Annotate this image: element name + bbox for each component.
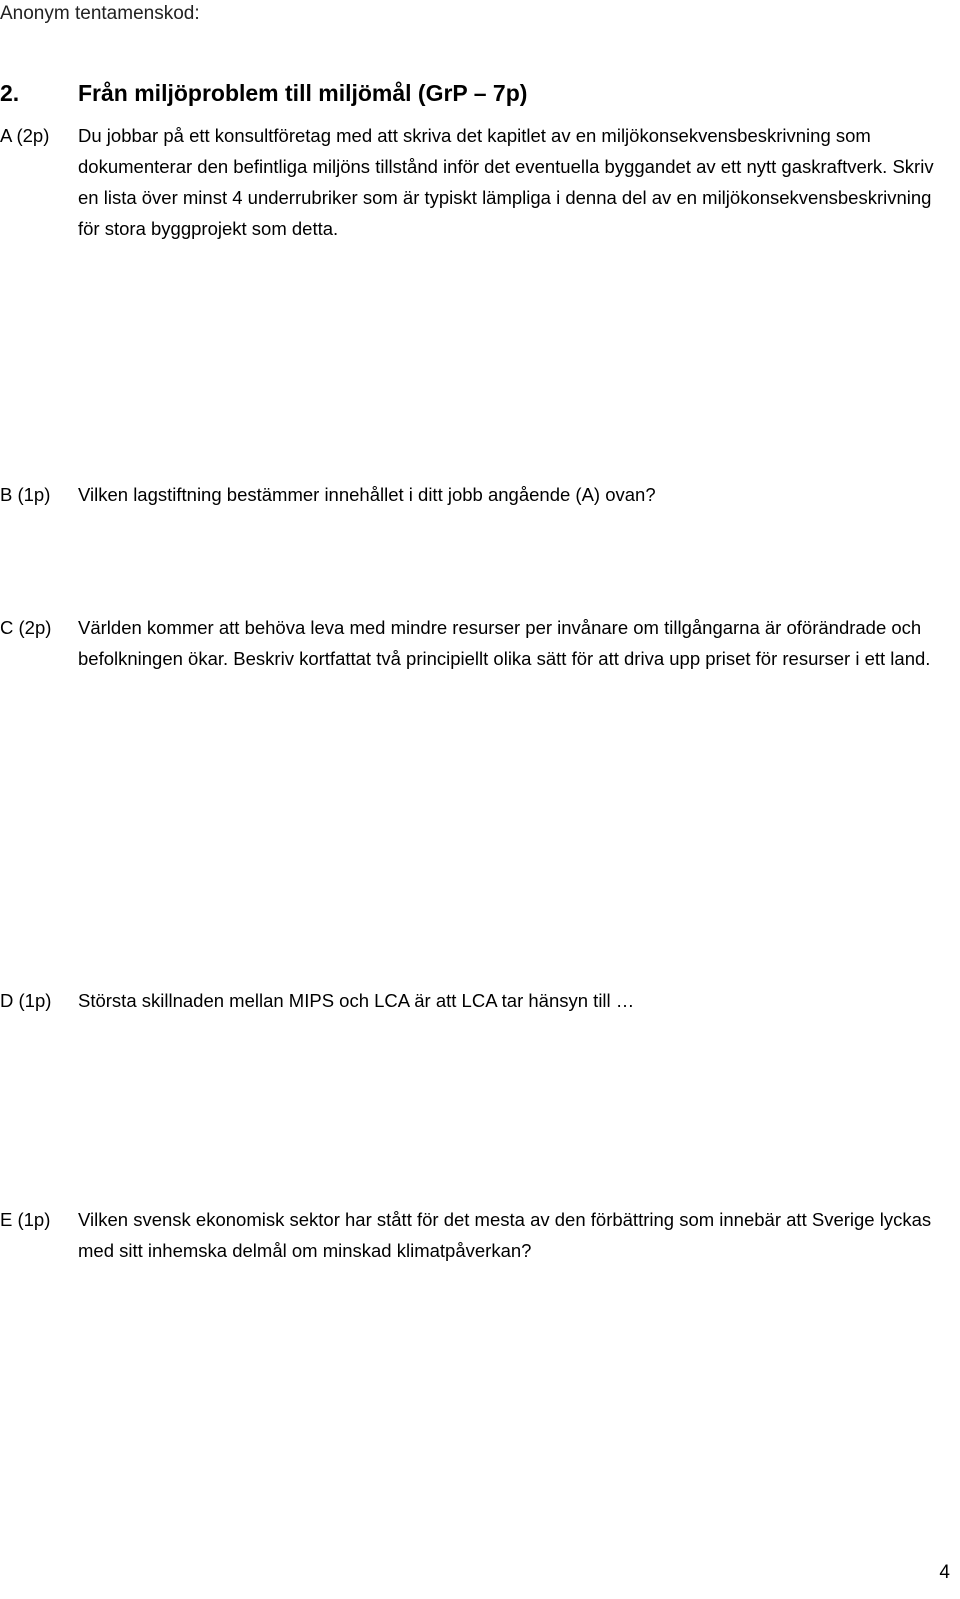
question-a xyxy=(0,120,950,244)
question-c xyxy=(0,612,950,674)
question-b xyxy=(0,479,950,510)
question-e xyxy=(0,1204,950,1266)
question-text: Du jobbar på ett konsultföretag med att skriva det kapitlet av en miljökonsekvensbeskrivning som dokumenterar den befintliga miljöns tillstånd inför det eventuella byggandet av ett nytt gaskraftverk. Skriv en lista över minst 4 underrubriker som är typiskt lämpliga i denna del av en miljökonsekvensbeskrivning för stora byggprojekt som detta. xyxy=(78,125,934,239)
question-d xyxy=(0,985,950,1016)
question-label: A (2p) xyxy=(0,125,50,146)
section-number: 2. xyxy=(0,80,20,106)
question-label: D (1p) xyxy=(0,990,52,1011)
section-title: Från miljöproblem till miljömål (GrP – 7p) xyxy=(78,80,528,106)
anonymous-code-label: Anonym tentamenskod: xyxy=(0,3,200,24)
question-text: Största skillnaden mellan MIPS och LCA är att LCA tar hänsyn till … xyxy=(78,990,635,1011)
question-text: Vilken svensk ekonomisk sektor har stått för det mesta av den förbättring som innebär att Sverige lyckas med sitt inhemska delmål om minskad klimatpåverkan? xyxy=(78,1209,932,1261)
question-text: Världen kommer att behöva leva med mindre resurser per invånare om tillgångarna är oförändrade och befolkningen ökar. Beskriv kortfattat två principiellt olika sätt för att driva upp priset för resurser i ett land. xyxy=(78,617,931,669)
section-heading xyxy=(0,78,527,108)
question-label: C (2p) xyxy=(0,617,52,638)
question-label: B (1p) xyxy=(0,484,51,505)
page-number: 4 xyxy=(939,1562,950,1583)
question-text: Vilken lagstiftning bestämmer innehållet i ditt jobb angående (A) ovan? xyxy=(78,484,656,505)
question-label: E (1p) xyxy=(0,1209,51,1230)
